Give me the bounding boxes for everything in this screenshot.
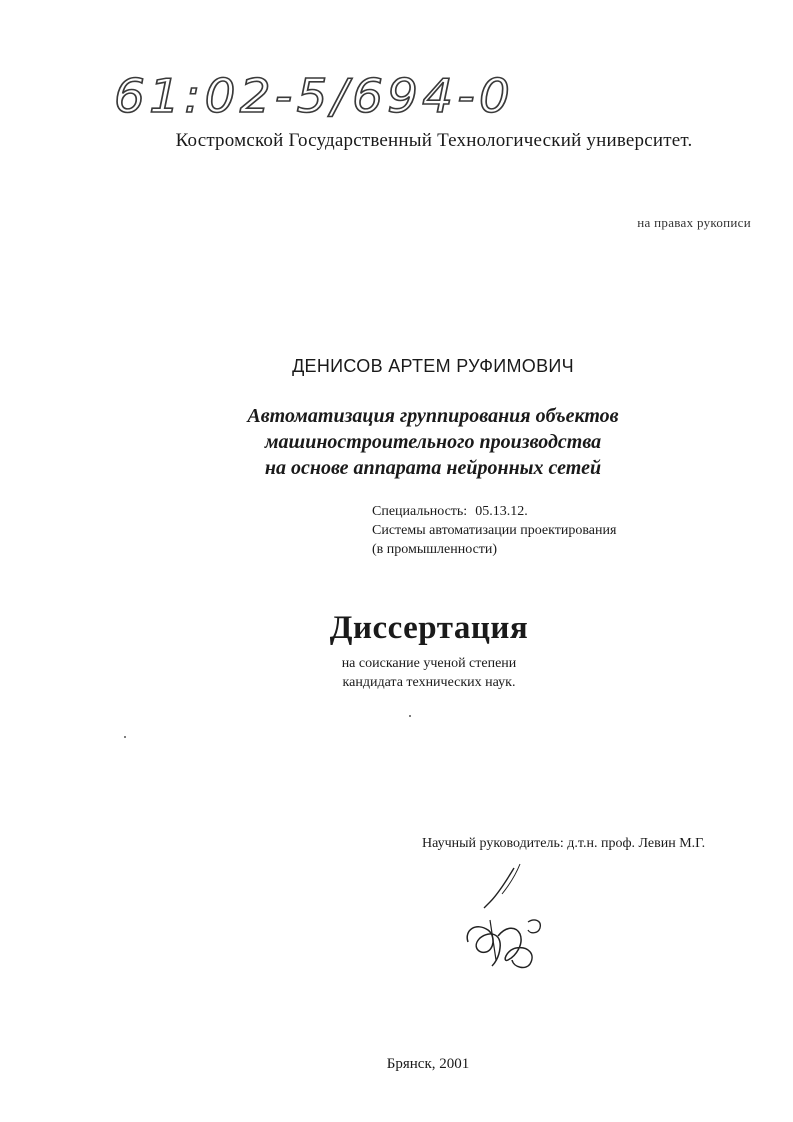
specialty-block [372,502,616,559]
degree-line-1: на соискание ученой степени [341,656,517,671]
author-name: ДЕНИСОВ АРТЕМ РУФИМОВИЧ [292,356,574,376]
specialty-line [372,502,616,521]
supervisor-signature [450,860,570,980]
degree-description [0,654,793,692]
dissertation-heading: Диссертация [329,610,529,646]
specialty-name-line-2: (в промышленности) [372,542,498,557]
dissertation-title [0,403,793,481]
title-line-1: Автоматизация группирования объектов [247,405,619,427]
manuscript-rights-note: на правах рукописи [637,215,751,230]
title-line-3: на основе аппарата нейронных сетей [264,457,602,479]
city-and-year: Брянск, 2001 [386,1056,470,1072]
scan-speck [409,715,411,717]
specialty-label: Специальность: [372,504,468,519]
handwritten-archive-code [112,60,522,130]
degree-line-2: кандидата технических наук. [342,675,516,690]
specialty-name-line-1: Системы автоматизации проектирования [372,523,617,538]
university-name: Костромской Государственный Технологический университет. [175,130,693,151]
scientific-supervisor: Научный руководитель: д.т.н. проф. Левин М.Г. [422,836,706,851]
scan-speck [124,736,126,738]
title-line-2: машиностроительного производства [264,431,602,453]
handwritten-code-text: 61:02-5/694-0 [114,69,514,123]
specialty-code: 05.13.12. [475,504,528,519]
